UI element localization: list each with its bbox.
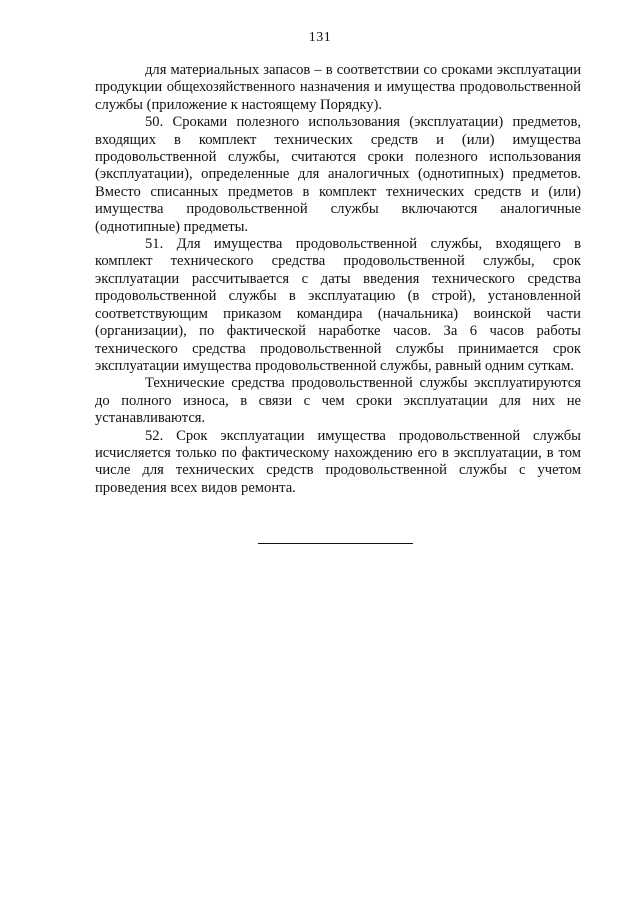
page-number: 131 xyxy=(308,30,332,45)
paragraph-50: 50. Сроками полезного использования (эксплуатации) предметов, входящих в комплект технических средств и (или) имущества продовольственной службы, считаются сроки полезного использования (эксплуатации), определенные для аналогичных (однотипных) предметов. Вместо списанных предметов в комплект технических средств и (или) имущества продовольственной службы включаются аналогичные (однотипные) предметы. xyxy=(95,114,581,235)
paragraph-continuation: для материальных запасов – в соответствии со сроками эксплуатации продукции общехозяйственного назначения и имущества продовольственной службы (приложение к настоящему Порядку). xyxy=(95,62,581,113)
paragraph-52: 52. Срок эксплуатации имущества продовольственной службы исчисляется только по фактическому нахождению его в эксплуатации, в том числе для технических средств продовольственной службы с учетом проведения всех видов ремонта. xyxy=(95,427,581,496)
paragraph-51-note: Технические средства продовольственной службы эксплуатируются до полного износа, в связи с чем сроки эксплуатации для них не устанавливаются. xyxy=(95,375,581,427)
paragraph-51: 51. Для имущества продовольственной службы, входящего в комплект технического средства продовольственной службы, срок эксплуатации рассчитывается с даты введения технического средства продовольственной службы в эксплуатацию (в строй), установленной соответствующим приказом командира (начальника) воинской части (организации), по фактической наработке часов. За 6 часов работы технического средства продовольственной службы принимается срок эксплуатации имущества продовольственной службы, равный одним суткам. xyxy=(95,236,581,374)
end-of-text-rule xyxy=(258,543,413,544)
document-body xyxy=(95,62,581,497)
